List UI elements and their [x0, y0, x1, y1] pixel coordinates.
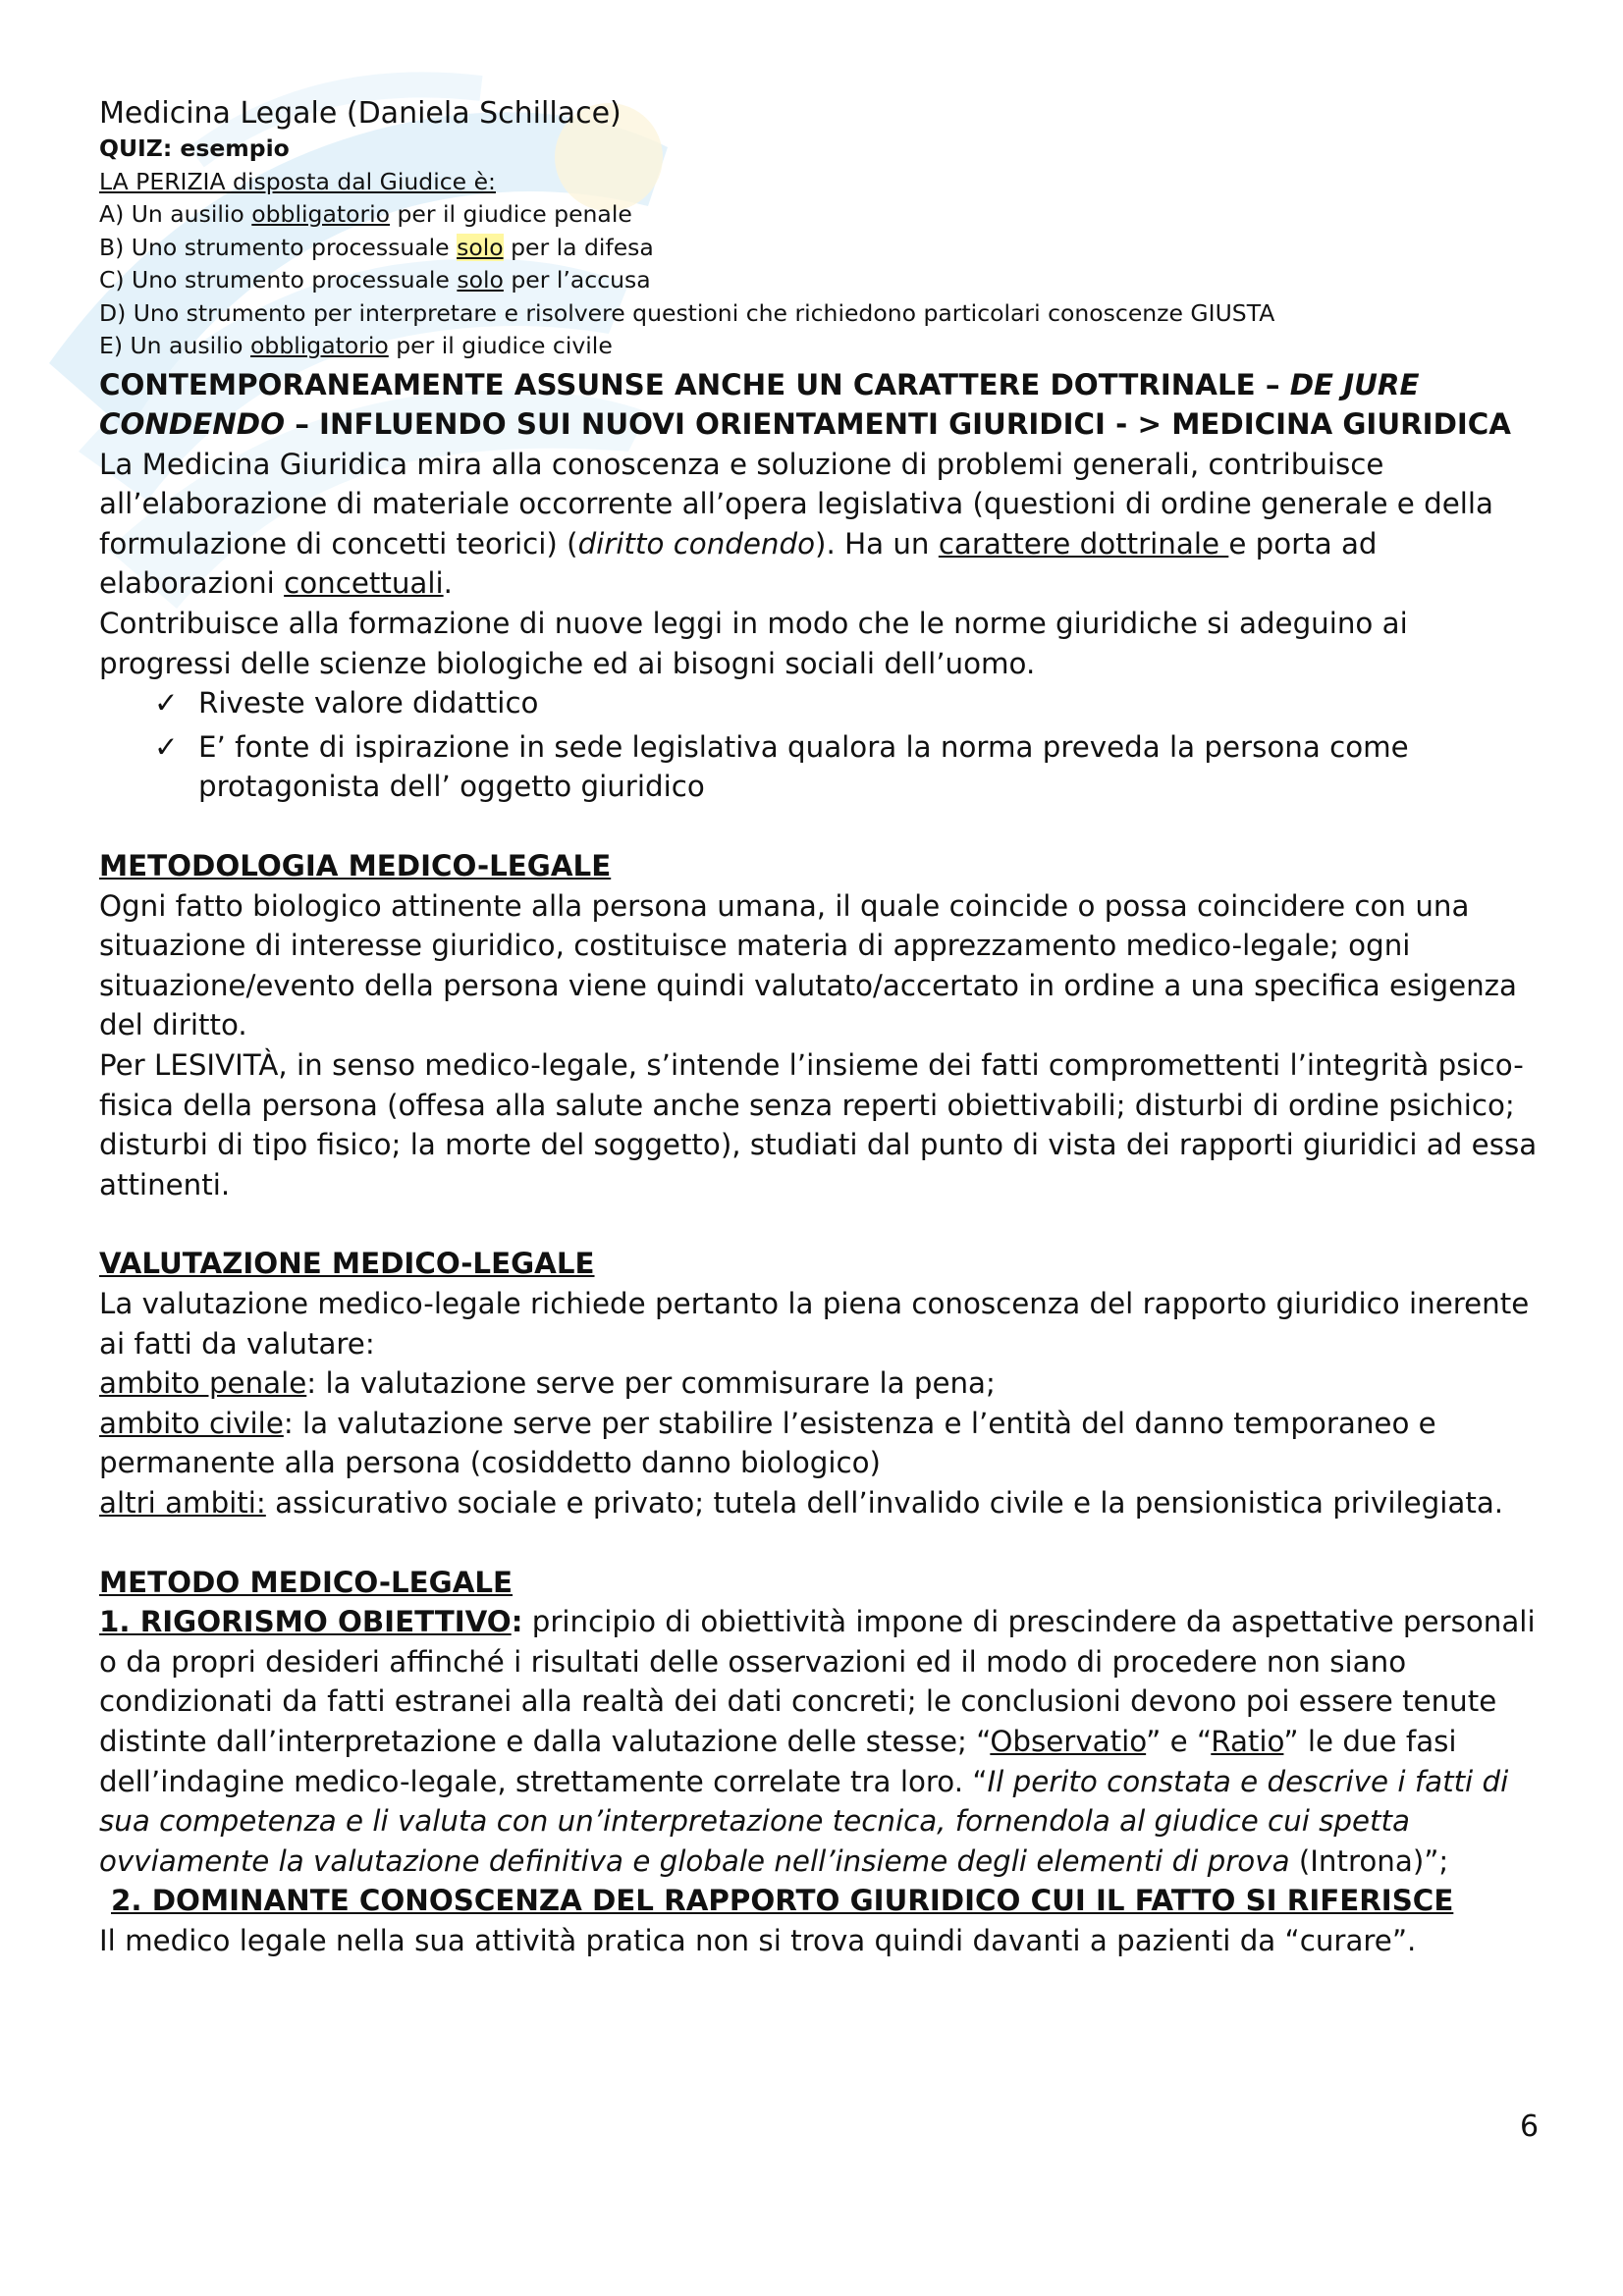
checkmark-icon: ✓: [154, 686, 179, 721]
check-list-item: ✓ E’ fonte di ispirazione in sede legislativa qualora la norma preveda la persona come protagonista dell’ oggetto giuridico: [99, 727, 1542, 807]
paragraph: Contribuisce alla formazione di nuove leggi in modo che le norme giuridiche si adeguino ai progressi delle scienze biologiche ed ai bisogni sociali dell’uomo.: [99, 607, 1408, 680]
check-list-item: ✓ Riveste valore didattico: [99, 683, 1542, 723]
checkmark-icon: ✓: [154, 729, 179, 764]
paragraph: Per LESIVITÀ, in senso medico-legale, s’intende l’insieme dei fatti compromettenti l’integrità psico-fisica della persona (offesa alla salute anche senza reperti obiettivabili; disturbi di ordine psichico; disturbi di tipo fisico; la morte del soggetto), studiati dal punto di vista dei rapporti giuridici ad essa attinenti.: [99, 1048, 1538, 1201]
paragraph: Ogni fatto biologico attinente alla persona umana, il quale coincide o possa coincidere con una situazione di interesse giuridico, costituisce materia di apprezzamento medico-legale; ogni situazione/evento della persona viene quindi valutato/accertato in ordine a una specifica esigenza del diritto.: [99, 888, 1517, 1042]
ambito-penale: ambito penale: la valutazione serve per commisurare la pena;: [99, 1366, 996, 1401]
paragraph: Il medico legale nella sua attività pratica non si trova quindi davanti a pazienti da “curare”.: [99, 1923, 1417, 1957]
page-content: [99, 95, 1542, 1960]
quiz-heading: QUIZ: esempio: [99, 134, 290, 162]
paragraph: La valutazione medico-legale richiede pertanto la piena conoscenza del rapporto giuridico inerente ai fatti da valutare:: [99, 1286, 1530, 1361]
quiz-option-c: C) Uno strumento processuale solo per l’accusa: [99, 266, 651, 294]
quiz-option-d: D) Uno strumento per interpretare e risolvere questioni che richiedono particolari conoscenze GIUSTA: [99, 298, 1275, 327]
section-heading-metodologia: METODOLOGIA MEDICO-LEGALE: [99, 849, 612, 883]
paragraph: La Medicina Giuridica mira alla conoscenza e soluzione di problemi generali, contribuisce all’elaborazione di materiale occorrente all’opera legislativa (questioni di ordine generale e della formulazione di concetti teorici) (diritto condendo). Ha un carattere dottrinale e porta ad elaborazioni concettuali.: [99, 447, 1493, 601]
quiz-question: LA PERIZIA disposta dal Giudice è:: [99, 167, 496, 195]
metodologia-section: [99, 846, 1542, 1204]
quiz-option-b: B) Uno strumento processuale solo per la difesa: [99, 233, 654, 261]
section-heading-rapporto-giuridico: 2. DOMINANTE CONOSCENZA DEL RAPPORTO GIURIDICO CUI IL FATTO SI RIFERISCE: [111, 1884, 1454, 1918]
course-title: Medicina Legale (Daniela Schillace): [99, 96, 622, 131]
metodo-section: [99, 1563, 1542, 1961]
medicina-giuridica-body: [99, 445, 1542, 807]
altri-ambiti: altri ambiti: assicurativo sociale e privato; tutela dell’invalido civile e la pensionistica privilegiata.: [99, 1485, 1504, 1520]
quiz-option-e: E) Un ausilio obbligatorio per il giudice civile: [99, 332, 613, 359]
section-heading-valutazione: VALUTAZIONE MEDICO-LEGALE: [99, 1247, 595, 1281]
section-heading-medicina-giuridica: CONTEMPORANEAMENTE ASSUNSE ANCHE UN CARATTERE DOTTRINALE – DE JURE CONDENDO – INFLUENDO SUI NUOVI ORIENTAMENTI GIURIDICI - > MEDICINA GIURIDICA: [99, 367, 1511, 442]
ambito-civile: ambito civile: la valutazione serve per stabilire l’esistenza e l’entità del danno temporaneo e permanente alla persona (cosiddetto danno biologico): [99, 1406, 1436, 1480]
page-number: 6: [1520, 2109, 1540, 2144]
quiz-block: [99, 133, 1542, 363]
valutazione-section: [99, 1244, 1542, 1522]
check-list: [99, 683, 1542, 807]
quiz-option-a: A) Un ausilio obbligatorio per il giudice penale: [99, 200, 632, 228]
rigorismo-obiettivo: 1. RIGORISMO OBIETTIVO: principio di obiettività impone di prescindere da aspettative personali o da propri desideri affinché i risultati delle osservazioni ed il modo di procedere non siano condizionati da fatti estranei alla realtà dei dati concreti; le conclusioni devono poi essere tenute distinte dall’interpretazione e dalla valutazione delle stesse; “Observatio” e “Ratio” le due fasi dell’indagine medico-legale, strettamente correlate tra loro. “Il perito constata e descrive i fatti di sua competenza e li valuta con un’interpretazione tecnica, fornendola al giudice cui spetta ovviamente la valutazione definitiva e globale nell’insieme degli elementi di prova (Introna)”;: [99, 1605, 1536, 1878]
section-heading-metodo: METODO MEDICO-LEGALE: [99, 1565, 514, 1599]
